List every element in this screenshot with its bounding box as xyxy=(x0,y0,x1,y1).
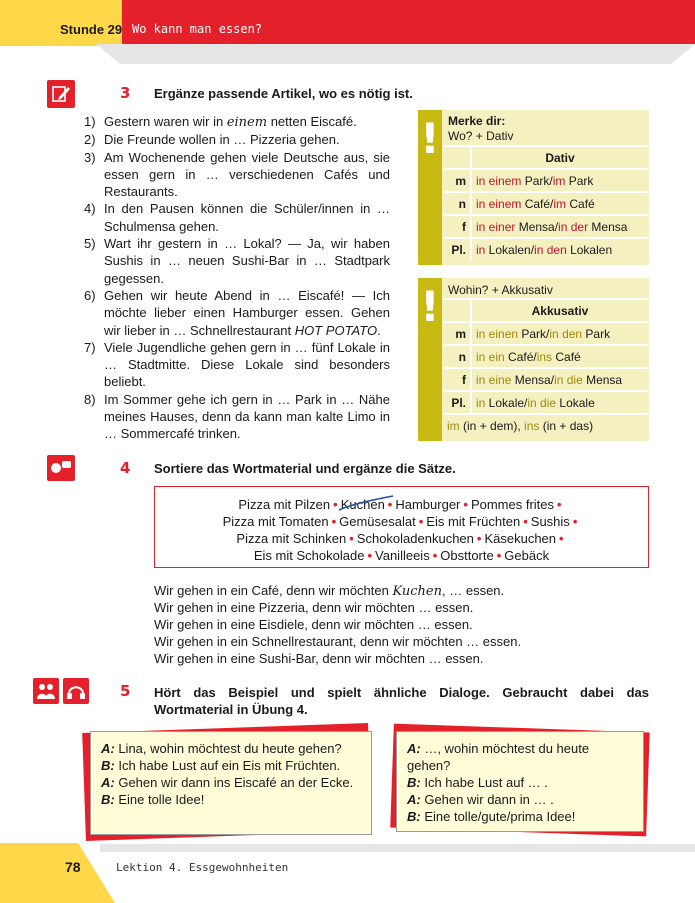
table-header: Akkusativ xyxy=(471,299,648,322)
word-line: Pizza mit Tomaten • Gemüsesalat • Eis mit Früchten • Sushis • xyxy=(222,514,578,529)
dialog-line: B: Ich habe Lust auf … . xyxy=(407,775,548,790)
lesson-topic: Wo kann man essen? xyxy=(132,22,263,36)
exercise-3-list xyxy=(84,113,390,443)
list-item: 8) Im Sommer gehe ich gern in … Park in … Nähe meines Hauses, denn da kann man kalte Limo in … Sommercafé trinken. xyxy=(84,391,390,442)
exercise-number: 4 xyxy=(120,459,131,477)
akkusativ-table xyxy=(443,298,648,436)
group-icon xyxy=(33,678,59,704)
crossed-word: Kuchen xyxy=(341,497,385,512)
footer-yellow-band xyxy=(0,843,115,903)
exercise-title: Sortiere das Wortmaterial und ergänze die Sätze. xyxy=(154,461,456,476)
dialog-card-template xyxy=(396,731,644,832)
word-box xyxy=(154,486,649,568)
dialog-line: A: Gehen wir dann ins Eiscafé an der Ecke. xyxy=(101,775,354,790)
table-row: Pl. in Lokale/in die Lokale xyxy=(443,391,648,414)
handwritten-answer: einem xyxy=(226,115,268,130)
page-number: 78 xyxy=(65,859,81,875)
grammar-subtitle: Wohin? + Akkusativ xyxy=(448,283,553,297)
table-row: n in einem Café/im Café xyxy=(443,192,648,215)
word-line: Pizza mit Schinken • Schokoladenkuchen • Käsekuchen • xyxy=(236,531,564,546)
sentence: Wir gehen in eine Eisdiele, denn wir möchten … essen. xyxy=(154,617,473,632)
word-line: Eis mit Schokolade • Vanilleeis • Obsttorte • Gebäck xyxy=(253,548,550,563)
list-item: 2) Die Freunde wollen in … Pizzeria gehen. xyxy=(84,132,340,148)
table-row: m in einen Park/in den Park xyxy=(443,322,648,345)
sentence: Wir gehen in eine Pizzeria, denn wir möchten … essen. xyxy=(154,600,474,615)
headphones-icon xyxy=(63,678,89,704)
table-row: f in eine Mensa/in die Mensa xyxy=(443,368,648,391)
grammar-bar xyxy=(418,110,442,265)
table-row: Pl. in Lokalen/in den Lokalen xyxy=(443,238,648,260)
list-item: 1) Gestern waren wir in einem netten Eiscafé. xyxy=(84,114,357,130)
handwritten-answer: Kuchen xyxy=(392,584,442,599)
exercise-title: Hört das Beispiel und spielt ähnliche Dialoge. Gebraucht dabei das Wortmaterial in Übung 4. xyxy=(154,685,649,717)
list-item: 6) Gehen wir heute Abend in … Eiscafé! — Ich möchte lieber einen Hamburger essen. Gehen wir lieber in … Schnellrestaurant HOT POTATO. xyxy=(84,287,390,338)
grammar-title: Merke dir: xyxy=(448,114,506,128)
word-line: Pizza mit Pilzen • Kuchen • Hamburger • Pommes frites • xyxy=(238,497,562,512)
sentence: Wir gehen in ein Café, denn wir möchten Kuchen, … essen. xyxy=(154,583,505,599)
grammar-bar xyxy=(418,278,442,441)
table-row: im (in + dem), ins (in + das) xyxy=(443,414,648,436)
dialog-line: A: Lina, wohin möchtest du heute gehen? xyxy=(101,741,342,756)
footer-shadow xyxy=(100,844,695,852)
exercise-number: 5 xyxy=(120,682,131,700)
exclamation-icon: ! xyxy=(420,282,440,331)
header-shadow xyxy=(96,44,695,64)
table-row: f in einer Mensa/in der Mensa xyxy=(443,215,648,238)
table-row: n in ein Café/ins Café xyxy=(443,345,648,368)
write-task-icon xyxy=(47,80,75,108)
exercise-number: 3 xyxy=(120,84,131,102)
sentence: Wir gehen in ein Schnellrestaurant, denn wir möchten … essen. xyxy=(154,634,522,649)
dialog-line: B: Eine tolle/gute/prima Idee! xyxy=(407,809,576,824)
list-item: 5) Wart ihr gestern in … Lokal? — Ja, wir haben Sushis in … neuen Sushi-Bar in … Stadtpark gegessen. xyxy=(84,236,390,286)
sentence: Wir gehen in eine Sushi-Bar, denn wir möchten … essen. xyxy=(154,651,484,666)
table-header: Dativ xyxy=(471,146,648,169)
dialog-line: B: Ich habe Lust auf ein Eis mit Früchten. xyxy=(101,758,341,773)
dialog-line: A: Gehen wir dann in … . xyxy=(407,792,554,807)
dialog-line: A: …, wohin möchtest du heute gehen? xyxy=(407,741,590,773)
list-item: 7) Viele Jugendliche gehen gern in … fünf Lokale in … Stadtmitte. Diese Lokale sind besonders beliebt. xyxy=(84,339,390,390)
pair-talk-icon xyxy=(47,455,75,481)
list-item: 4) In den Pausen können die Schüler/innen in … Schulmensa gehen. xyxy=(84,201,390,234)
dialog-card-example xyxy=(90,731,372,835)
grammar-subtitle: Wo? + Dativ xyxy=(448,129,514,143)
footer-lesson: Lektion 4. Essgewohnheiten xyxy=(116,861,289,874)
table-row: m in einem Park/im Park xyxy=(443,169,648,192)
dativ-table xyxy=(443,145,648,260)
exercise-title: Ergänze passende Artikel, wo es nötig ist. xyxy=(154,86,413,101)
lesson-label: Stunde 29 xyxy=(60,22,123,37)
list-item: 3) Am Wochenende gehen viele Deutsche aus, sie essen gern in … verschiedenen Cafés und Restaurants. xyxy=(84,149,390,200)
dialog-line: B: Eine tolle Idee! xyxy=(101,792,205,807)
exclamation-icon: ! xyxy=(420,114,440,163)
